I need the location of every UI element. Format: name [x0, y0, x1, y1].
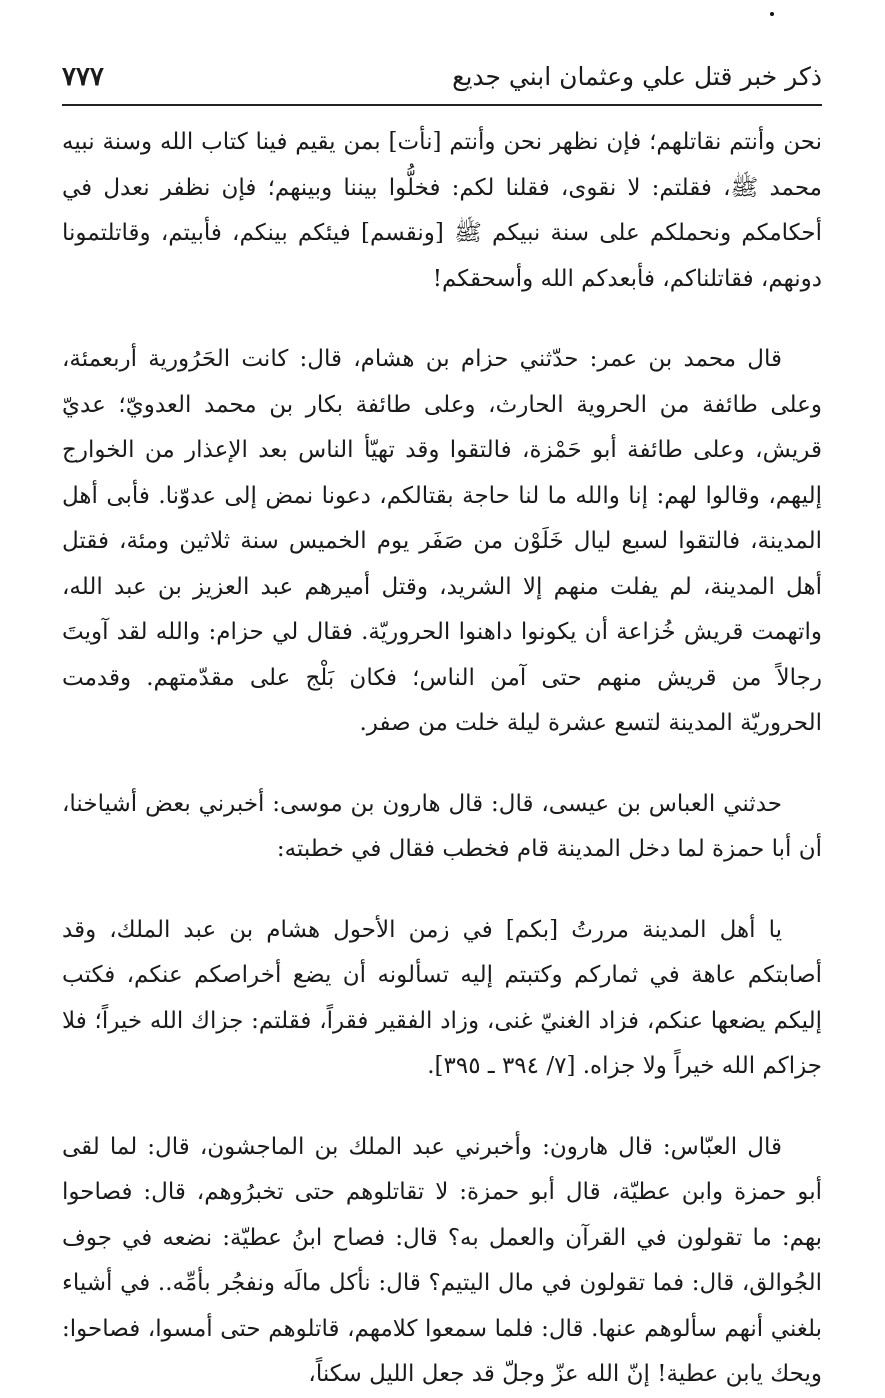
paragraph: يا أهل المدينة مررتُ [بكم] في زمن الأحول هشام بن عبد الملك، وقد أصابتكم عاهة في ثماركم وكتبتم إليه تسألونه أن يضع أخراصكم عنكم، فكتب إليكم يضعها عنكم، فزاد الغنيّ غنى، وزاد الفقير فقراً، فقلتم: جزاك الله خيراً؛ فلا جزاكم الله خيراً ولا جزاه. [٧/ ٣٩٤ ـ ٣٩٥]. [62, 916, 822, 1079]
paragraph: قال العبّاس: قال هارون: وأخبرني عبد الملك بن الماجشون، قال: لما لقى أبو حمزة وابن عطيّة، قال أبو حمزة: لا تقاتلوهم حتى تخبرُوهم، قال: فصاحوا بهم: ما تقولون في القرآن والعمل به؟ قال: فصاح ابنُ عطيّة: نضعه في جوف الجُوالق، قال: فما تقولون في مال اليتيم؟ قال: نأكل مالَه ونفجُر بأمِّه.. في أشياء بلغني أنهم سألوهم عنها. قال: فلما سمعوا كلامهم، قاتلوهم حتى أمسوا، فصاحوا: ويحك يابن عطية! إنّ الله عزّ وجلّ قد جعل الليل سكناً، [62, 1133, 822, 1387]
header-rule [62, 104, 822, 106]
ink-speck [770, 12, 774, 16]
paragraph: قال محمد بن عمر: حدّثني حزام بن هشام، قال: كانت الحَرُورية أربعمئة، وعلى طائفة من الحروية الحارث، وعلى طائفة بكار بن محمد العدويّ؛ عديّ قريش، وعلى طائفة أبو حَمْزة، فالتقوا وقد تهيّأ الناس بعد الإعذار من الخوارج إليهم، وقالوا لهم: إنا والله ما لنا حاجة بقتالكم، دعونا نمض إلى عدوّنا. فأبى أهل المدينة، فالتقوا لسبع ليال خَلَوْن من صَفَر يوم الخميس سنة ثلاثين ومئة، فقتل أهل المدينة، لم يفلت منهم إلا الشريد، وقتل أميرهم عبد العزيز بن عبد الله، واتهمت قريش خُزاعة أن يكونوا داهنوا الحروريّة. فقال لي حزام: والله لقد آويتَ رجالاً من قريش منهم حتى آمن الناس؛ فكان بَلْج على مقدّمتهم. وقدمت الحروريّة المدينة لتسع عشرة ليلة خلت من صفر. [62, 346, 822, 736]
page-header [62, 58, 822, 102]
page-number: ٧٧٧ [62, 62, 104, 92]
main-text [62, 120, 822, 1398]
paragraph: حدثني العباس بن عيسى، قال: قال هارون بن موسى: أخبرني بعض أشياخنا، أن أبا حمزة لما دخل المدينة قام فخطب فقال في خطبته: [62, 790, 822, 862]
paragraph: نحن وأنتم نقاتلهم؛ فإن نظهر نحن وأنتم [نأت] بمن يقيم فينا كتاب الله وسنة نبيه محمد ﷺ، فقلتم: لا نقوى، فقلنا لكم: فخلُّوا بيننا وبينهم؛ فإن نظفر نعدل في أحكامكم ونحملكم على سنة نبيكم ﷺ [ونقسم] فيئكم بينكم، فأبيتم، وقاتلتمونا دونهم، فقاتلناكم، فأبعدكم الله وأسحقكم! [62, 129, 822, 292]
running-title: ذكر خبر قتل علي وعثمان ابني جديع [452, 62, 822, 91]
